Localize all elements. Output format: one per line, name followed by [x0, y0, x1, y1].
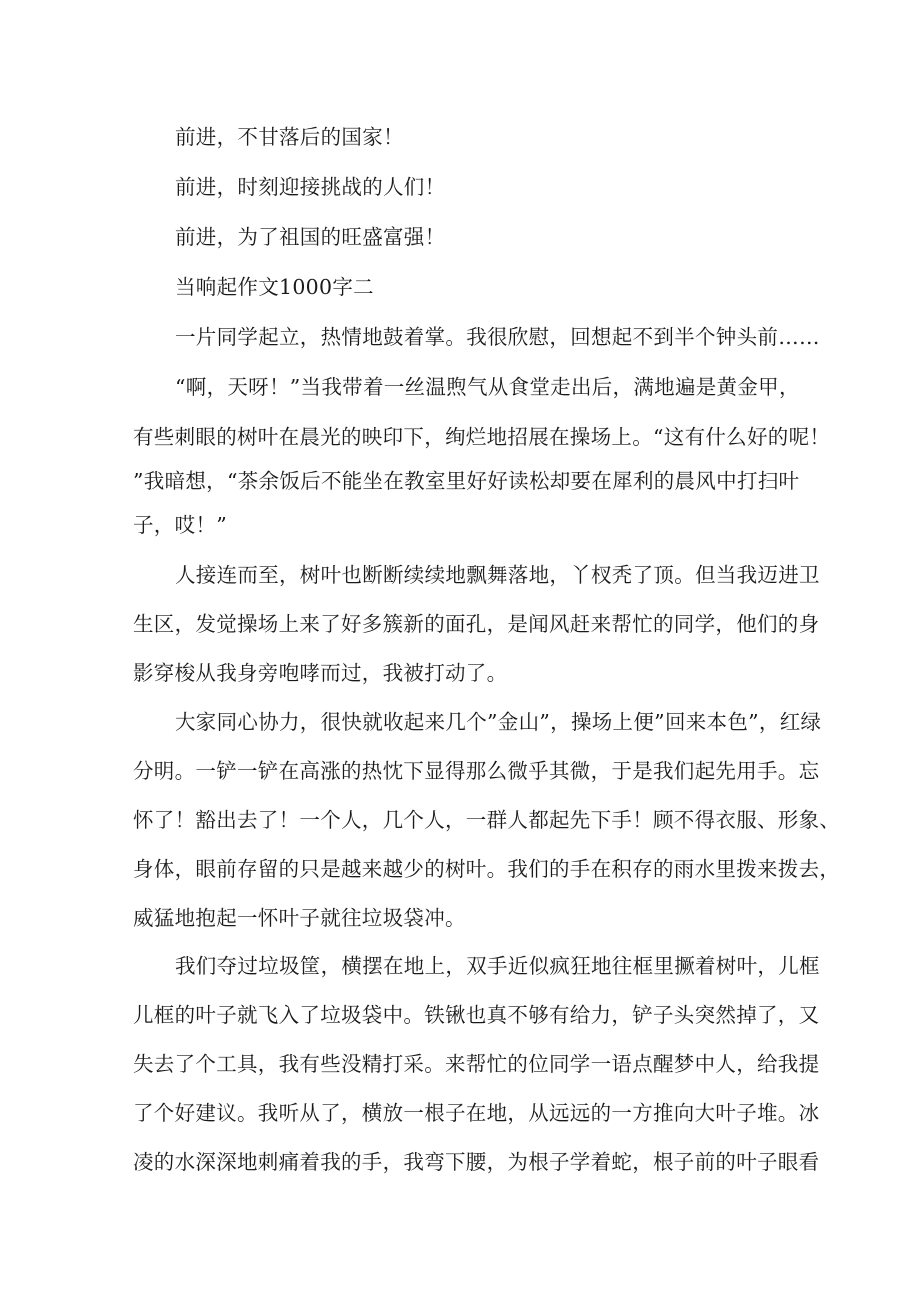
text-line: 了个好建议。我听从了，横放一根子在地，从远远的一方推向大叶子堆。冰 [133, 1101, 820, 1125]
text-line: 分明。一铲一铲在高涨的热忱下显得那么微乎其微，于是我们起先用手。忘 [133, 759, 820, 783]
text-line: 儿框的叶子就飞入了垃圾袋中。铁锹也真不够有给力，铲子头突然掉了，又 [133, 1003, 820, 1027]
text-line: 我们夺过垃圾筐，横摆在地上，双手近似疯狂地往框里撅着树叶，儿框 [175, 954, 820, 978]
text-line: 一片同学起立，热情地鼓着掌。我很欣慰，回想起不到半个钟头前…… [175, 325, 820, 349]
section-heading: 当响起作文1000字二 [175, 275, 374, 299]
text-line: ”我暗想，“茶余饭后不能坐在教室里好好读松却要在犀利的晨风中打扫叶 [133, 469, 800, 493]
text-line: 前进，不甘落后的国家！ [175, 125, 404, 149]
text-line: 人接连而至，树叶也断断续续地飘舞落地，丫杈秃了顶。但当我迈进卫 [175, 563, 820, 587]
text-line: 子，哎！” [133, 513, 227, 537]
text-line: 失去了个工具，我有些没精打采。来帮忙的位同学一语点醒梦中人，给我提 [133, 1052, 820, 1076]
text-line: 前进，时刻迎接挑战的人们！ [175, 175, 446, 199]
text-line: 生区，发觉操场上来了好多簇新的面孔，是闻风赶来帮忙的同学，他们的身 [133, 612, 820, 636]
text-line: 凌的水深深地刺痛着我的手，我弯下腰，为根子学着蛇，根子前的叶子眼看 [133, 1150, 820, 1174]
text-line: 大家同心协力，很快就收起来几个”金山”，操场上便”回来本色”，红绿 [175, 710, 822, 734]
text-line: 有些刺眼的树叶在晨光的映印下，绚烂地招展在操场上。“这有什么好的呢！ [133, 425, 831, 449]
text-line: 怀了！豁出去了！一个人，几个人，一群人都起先下手！顾不得衣服、形象、 [133, 808, 841, 832]
text-line: 前进，为了祖国的旺盛富强！ [175, 225, 446, 249]
text-line: “啊，天呀！”当我带着一丝温煦气从食堂走出后，满地遍是黄金甲， [175, 375, 800, 399]
text-line: 影穿梭从我身旁咆哮而过，我被打动了。 [133, 661, 508, 685]
text-line: 身体，眼前存留的只是越来越少的树叶。我们的手在积存的雨水里拨来拨去， [133, 857, 841, 881]
text-line: 威猛地抱起一怀叶子就往垃圾袋冲。 [133, 906, 466, 930]
